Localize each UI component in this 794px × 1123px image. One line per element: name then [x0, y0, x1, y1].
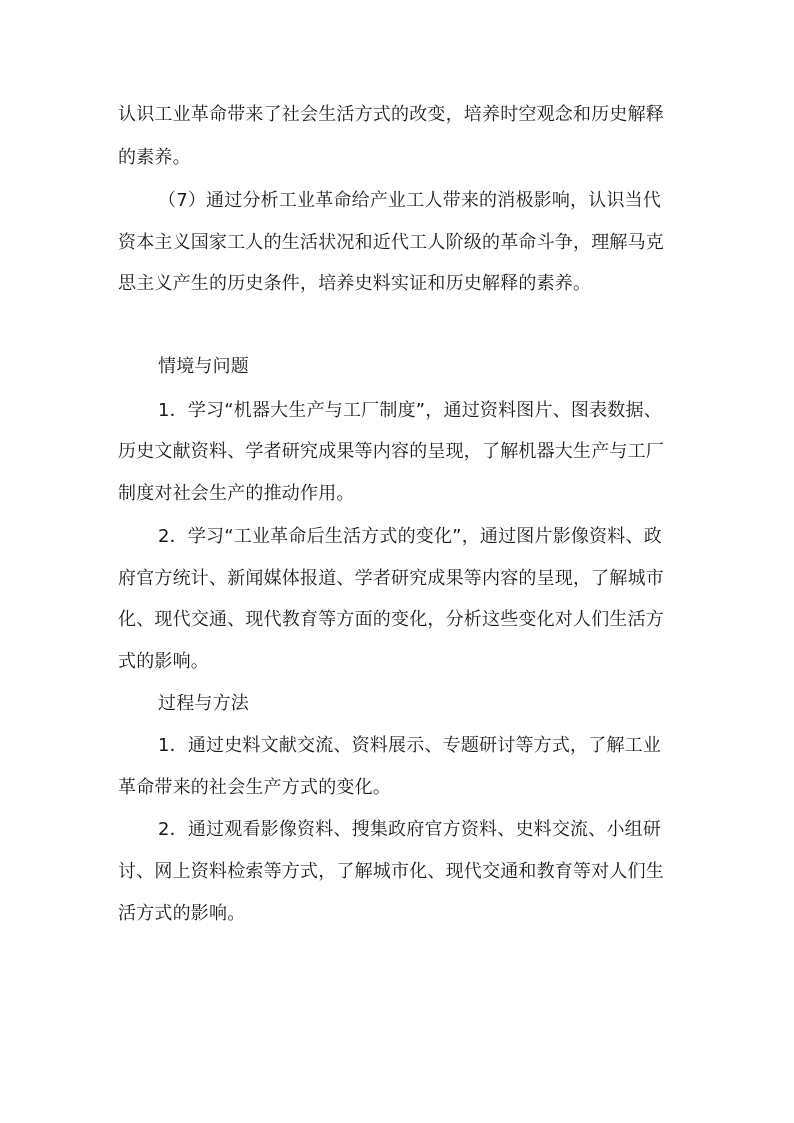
list-item-line: 1．学习“机器大生产与工厂制度”，通过资料图片、图表数据、 — [158, 400, 662, 421]
list-item-line: 2．通过观看影像资料、搜集政府官方资料、史料交流、小组研 — [158, 819, 662, 840]
paragraph-line: 的素养。 — [118, 147, 191, 168]
list-item-line: 讨、网上资料检索等方式，了解城市化、现代交通和教育等对人们生 — [118, 861, 664, 882]
section-heading: 情境与问题 — [158, 356, 249, 377]
list-item-line: 化、现代交通、现代教育等方面的变化，分析这些变化对人们生活方 — [118, 609, 664, 630]
paragraph-line: 资本主义国家工人的生活状况和近代工人阶级的革命斗争，理解马克 — [118, 232, 664, 253]
list-item-line: 历史文献资料、学者研究成果等内容的呈现，了解机器大生产与工厂 — [118, 441, 664, 462]
paragraph-line: （7）通过分析工业革命给产业工人带来的消极影响，认识当代 — [158, 190, 662, 211]
list-item-line: 1．通过史料文献交流、资料展示、专题研讨等方式，了解工业 — [158, 735, 662, 756]
list-item-line: 活方式的影响。 — [118, 903, 246, 924]
list-item-line: 2．学习“工业革命后生活方式的变化”，通过图片影像资料、政 — [158, 526, 662, 547]
paragraph-line: 认识工业革命带来了社会生活方式的改变，培养时空观念和历史解释 — [118, 104, 664, 125]
list-item-line: 制度对社会生产的推动作用。 — [118, 483, 355, 504]
section-heading: 过程与方法 — [158, 693, 249, 714]
list-item-line: 式的影响。 — [118, 651, 209, 672]
list-item-line: 革命带来的社会生产方式的变化。 — [118, 777, 391, 798]
list-item-line: 府官方统计、新闻媒体报道、学者研究成果等内容的呈现，了解城市 — [118, 568, 664, 589]
paragraph-line: 思主义产生的历史条件，培养史料实证和历史解释的素养。 — [118, 273, 592, 294]
